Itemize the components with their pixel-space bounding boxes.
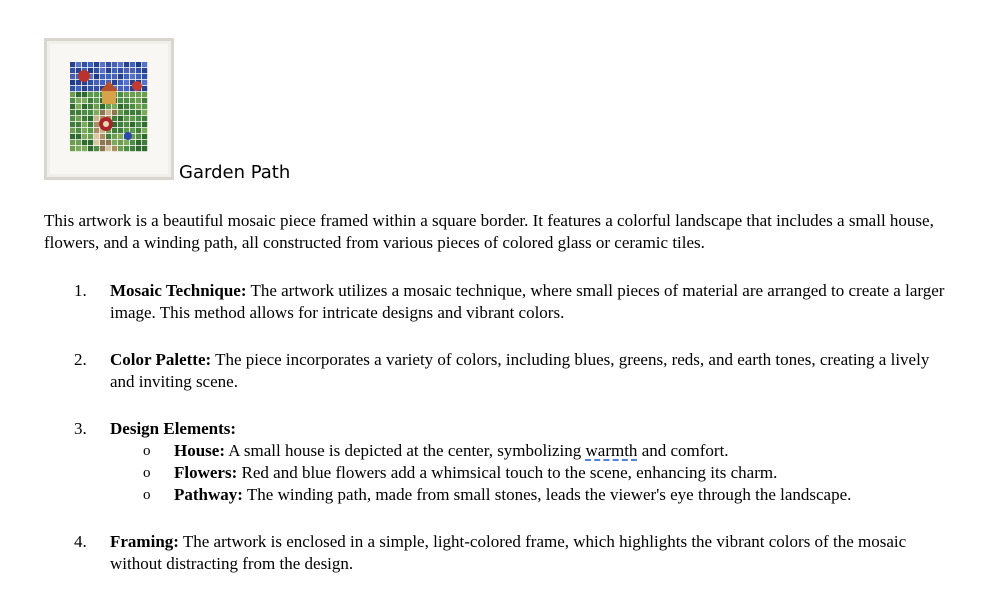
spellcheck-flagged-word[interactable]: warmth	[585, 441, 638, 460]
bullet-icon: o	[143, 465, 151, 481]
sub-item-text-end: and comfort.	[637, 441, 729, 460]
sub-item-house	[143, 440, 954, 462]
image-caption: Garden Path	[179, 162, 291, 183]
list-item-text: The artwork is enclosed in a simple, light-colored frame, which highlights the vibrant colors of the mosaic without distracting from the design.	[110, 532, 907, 573]
sub-item-pathway	[143, 484, 954, 506]
list-item-title: Mosaic Technique:	[110, 281, 247, 300]
sub-item-text: A small house is depicted at the center, symbolizing	[225, 441, 586, 460]
list-item-text: The piece incorporates a variety of colors, including blues, greens, reds, and earth tones, creating a lively and inviting scene.	[110, 350, 930, 391]
sub-item-text: The winding path, made from small stones, leads the viewer's eye through the landscape.	[242, 485, 852, 504]
list-item-title: Framing:	[110, 532, 179, 551]
bullet-icon: o	[143, 443, 151, 459]
list-item-text: The artwork utilizes a mosaic technique, where small pieces of material are arranged to create a larger image. This method allows for intricate designs and vibrant colors.	[110, 281, 945, 322]
bullet-icon: o	[143, 487, 151, 503]
list-number: 2.	[74, 350, 87, 369]
list-item-framing	[74, 531, 954, 575]
list-number: 3.	[74, 419, 87, 438]
intro-paragraph: This artwork is a beautiful mosaic piece framed within a square border. It features a colorful landscape that includes a small house, flowers, and a winding path, all constructed from various pieces of colored glass or ceramic tiles.	[44, 211, 934, 252]
mosaic-artwork-image	[44, 38, 174, 180]
list-item-design-elements	[74, 418, 954, 506]
sub-item-text: Red and blue flowers add a whimsical touch to the scene, enhancing its charm.	[237, 463, 778, 482]
sub-item-title: Flowers:	[174, 463, 238, 482]
list-item-color-palette	[74, 349, 954, 393]
list-number: 4.	[74, 532, 87, 551]
list-number: 1.	[74, 281, 87, 300]
list-item-title: Color Palette:	[110, 350, 212, 369]
list-item-mosaic-technique	[74, 280, 954, 324]
sub-item-title: Pathway:	[174, 485, 243, 504]
sub-item-flowers	[143, 462, 954, 484]
sub-item-title: House:	[174, 441, 225, 460]
list-item-title: Design Elements:	[110, 419, 237, 438]
